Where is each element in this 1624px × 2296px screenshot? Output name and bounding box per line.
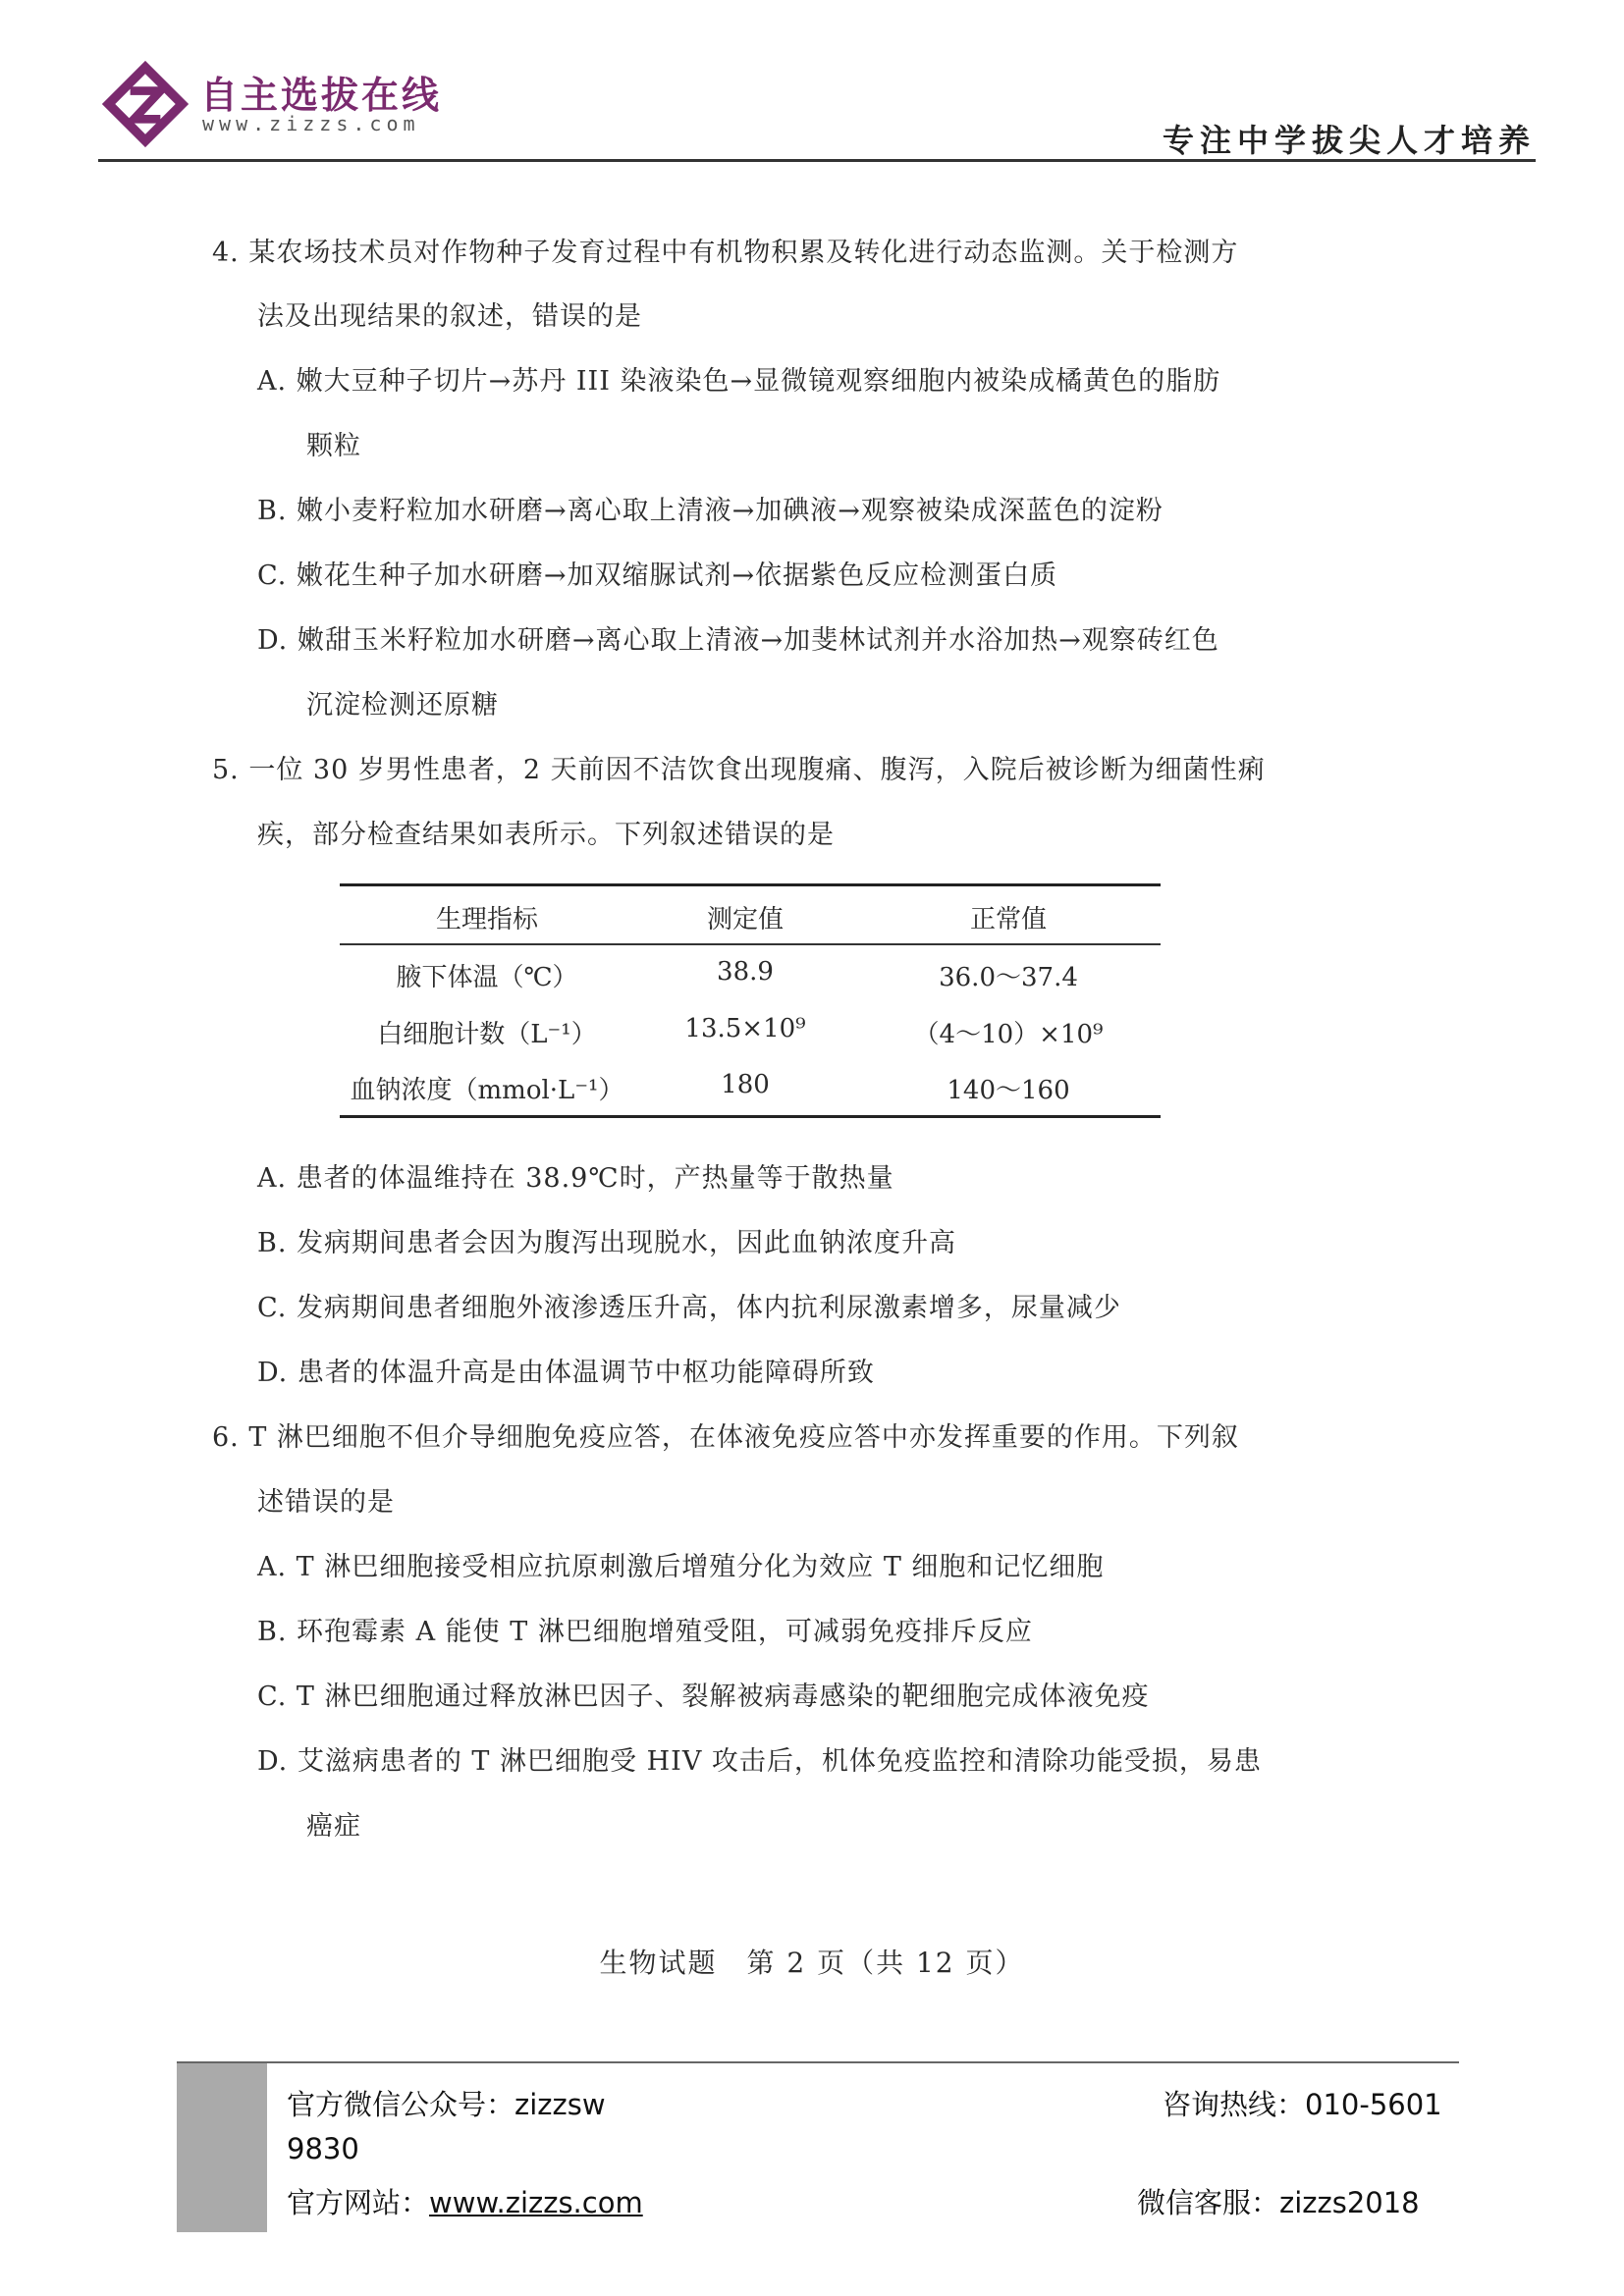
q4-option-c: C. 嫩花生种子加水研磨→加双缩脲试剂→依据紫色反应检测蛋白质 bbox=[257, 561, 1058, 591]
table-top-rule bbox=[340, 883, 1161, 886]
q6-option-d-line1: D. 艾滋病患者的 T 淋巴细胞受 HIV 攻击后，机体免疫监控和清除功能受损，易患 bbox=[257, 1746, 1262, 1777]
q6-option-a: A. T 淋巴细胞接受相应抗原刺激后增殖分化为效应 T 细胞和记忆细胞 bbox=[257, 1552, 1105, 1582]
table-cell: 血钠浓度（mmol·L⁻¹） bbox=[350, 1076, 624, 1105]
table-bottom-rule bbox=[340, 1115, 1161, 1118]
footer-wechat-service: 微信客服：zizzs2018 bbox=[1137, 2186, 1420, 2219]
q6-stem-line2: 述错误的是 bbox=[257, 1487, 395, 1518]
q4-option-d-line2: 沉淀检测还原糖 bbox=[306, 690, 499, 721]
logo-title: 自主选拔在线 bbox=[200, 74, 443, 117]
table-cell: 36.0～37.4 bbox=[939, 963, 1078, 992]
table-cell: 腋下体温（℃） bbox=[396, 963, 578, 992]
q6-stem-line1: 6. T 淋巴细胞不但介导细胞免疫应答，在体液免疫应答中亦发挥重要的作用。下列叙 bbox=[212, 1422, 1239, 1453]
q5-option-c: C. 发病期间患者细胞外液渗透压升高，体内抗利尿激素增多，尿量减少 bbox=[257, 1293, 1121, 1323]
q5-stem-line1: 5. 一位 30 岁男性患者，2 天前因不洁饮食出现腹痛、腹泻，入院后被诊断为细菌性痢 bbox=[212, 755, 1266, 785]
page-footer bbox=[177, 2061, 1459, 2232]
q4-stem-line2: 法及出现结果的叙述，错误的是 bbox=[257, 301, 642, 332]
footer-divider bbox=[177, 2061, 1459, 2063]
q4-option-a-line2: 颗粒 bbox=[306, 431, 361, 461]
q5-stem-line2: 疾，部分检查结果如表所示。下列叙述错误的是 bbox=[257, 820, 835, 850]
q4-stem-line1: 4. 某农场技术员对作物种子发育过程中有机物积累及转化进行动态监测。关于检测方 bbox=[212, 238, 1239, 268]
header-slogan: 专注中学拔尖人才培养 bbox=[1162, 122, 1536, 159]
table-header-cell: 生理指标 bbox=[435, 905, 538, 934]
footer-wechat-public: 官方微信公众号：zizzsw bbox=[287, 2088, 606, 2121]
table-cell: 180 bbox=[721, 1070, 770, 1099]
table-header-cell: 正常值 bbox=[969, 905, 1047, 934]
q5-option-a: A. 患者的体温维持在 38.9℃时，产热量等于散热量 bbox=[257, 1163, 894, 1194]
footer-hotline bbox=[1163, 2083, 1442, 2123]
q5-option-d: D. 患者的体温升高是由体温调节中枢功能障碍所致 bbox=[257, 1358, 875, 1388]
q4-option-d-line1: D. 嫩甜玉米籽粒加水研磨→离心取上清液→加斐林试剂并水浴加热→观察砖红色 bbox=[257, 625, 1219, 656]
footer-website-label: 官方网站： bbox=[287, 2186, 430, 2219]
footer-accent-bar bbox=[177, 2063, 267, 2232]
page-header bbox=[0, 0, 1624, 167]
table-cell: （4～10）×10⁹ bbox=[913, 1020, 1104, 1049]
footer-hotline-number-cont: 9830 bbox=[287, 2132, 359, 2165]
footer-website-link[interactable]: www.zizzs.com bbox=[429, 2186, 643, 2219]
footer-hotline-label: 咨询热线： bbox=[1163, 2088, 1306, 2121]
page-number: 生物试题 第 2 页（共 12 页） bbox=[599, 1947, 1025, 1979]
footer-hotline-number: 010-5601 bbox=[1305, 2088, 1442, 2121]
header-divider bbox=[98, 159, 1536, 162]
zizzs-logo-icon bbox=[98, 57, 192, 151]
table-header-rule bbox=[340, 943, 1161, 945]
table-header-cell: 测定值 bbox=[706, 905, 784, 934]
logo-url: www.zizzs.com bbox=[202, 112, 420, 135]
table-cell: 13.5×10⁹ bbox=[684, 1014, 806, 1043]
q4-option-b: B. 嫩小麦籽粒加水研磨→离心取上清液→加碘液→观察被染成深蓝色的淀粉 bbox=[257, 496, 1164, 526]
table-cell: 白细胞计数（L⁻¹） bbox=[377, 1020, 597, 1049]
q4-option-a-line1: A. 嫩大豆种子切片→苏丹 III 染液染色→显微镜观察细胞内被染成橘黄色的脂肪 bbox=[257, 366, 1221, 397]
q6-option-c: C. T 淋巴细胞通过释放淋巴因子、裂解被病毒感染的靶细胞完成体液免疫 bbox=[257, 1682, 1150, 1712]
q6-option-d-line2: 癌症 bbox=[306, 1811, 361, 1842]
table-cell: 38.9 bbox=[717, 957, 774, 987]
footer-website bbox=[287, 2181, 643, 2221]
table-cell: 140～160 bbox=[947, 1076, 1070, 1105]
q6-option-b: B. 环孢霉素 A 能使 T 淋巴细胞增殖受阻，可减弱免疫排斥反应 bbox=[257, 1617, 1033, 1647]
q5-option-b: B. 发病期间患者会因为腹泻出现脱水，因此血钠浓度升高 bbox=[257, 1228, 957, 1258]
